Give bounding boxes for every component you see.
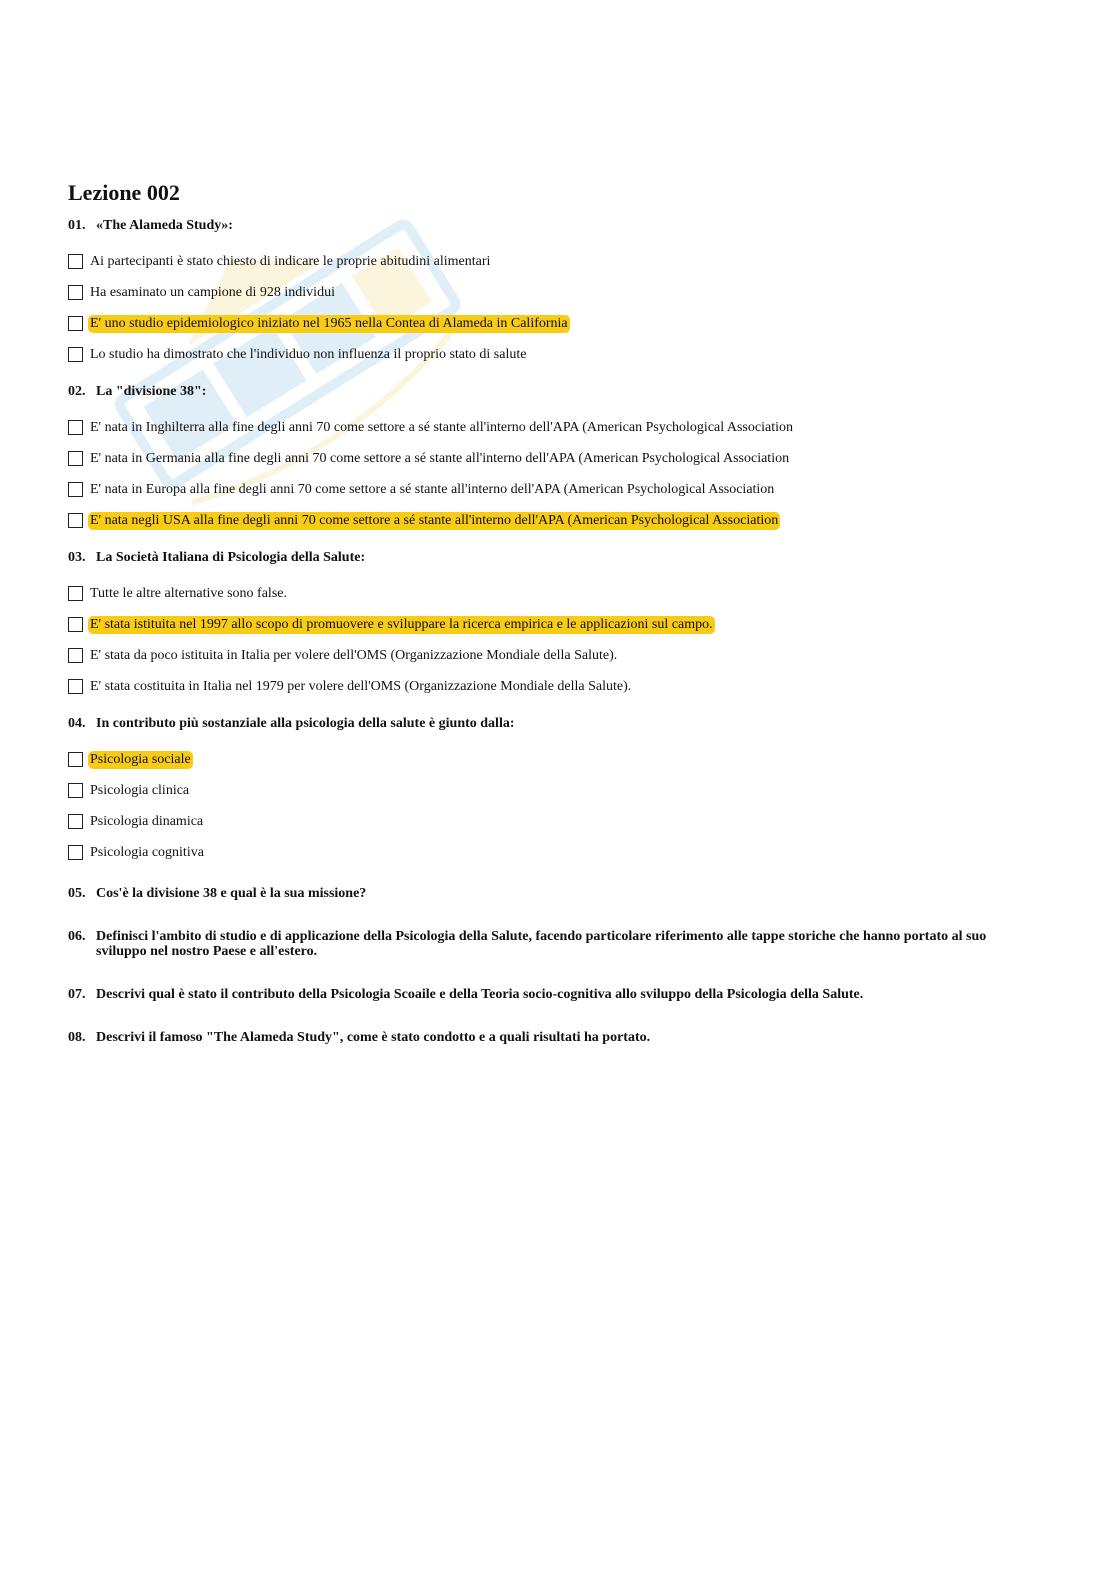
highlighted-answer-text: Psicologia sociale: [90, 751, 191, 767]
question-text: La "divisione 38":: [96, 384, 207, 399]
question-number: 01.: [68, 218, 86, 233]
answer-option[interactable]: [68, 246, 1028, 277]
answer-text: Ai partecipanti è stato chiesto di indicare le proprie abitudini alimentari: [90, 253, 491, 269]
answer-text: Psicologia clinica: [90, 782, 190, 798]
answer-option[interactable]: [68, 339, 1028, 370]
checkbox[interactable]: [68, 451, 83, 466]
lesson-title: Lezione 002: [68, 180, 180, 205]
checkbox[interactable]: [68, 783, 83, 798]
answer-text: E' nata in Europa alla fine degli anni 70 come settore a sé stante all'interno dell'APA (American Psychological Association: [90, 481, 775, 497]
question-number: 06.: [68, 929, 86, 944]
question-text: «The Alameda Study»:: [96, 218, 233, 233]
document-body: [68, 180, 1028, 1045]
checkbox[interactable]: [68, 285, 83, 300]
answer-option[interactable]: [68, 806, 1028, 837]
answer-text: E' nata in Germania alla fine degli anni 70 come settore a sé stante all'interno dell'APA (American Psychological Association: [90, 450, 790, 466]
answer-option[interactable]: [68, 837, 1028, 868]
checkbox[interactable]: [68, 420, 83, 435]
checkbox[interactable]: [68, 845, 83, 860]
question-01: [68, 218, 1028, 370]
checkbox[interactable]: [68, 648, 83, 663]
question-number: 02.: [68, 384, 86, 399]
answer-text: Psicologia cognitiva: [90, 844, 204, 860]
question-03: [68, 550, 1028, 702]
checkbox[interactable]: [68, 586, 83, 601]
checkbox[interactable]: [68, 752, 83, 767]
answer-option[interactable]: [68, 443, 1028, 474]
question-heading: [68, 384, 1028, 400]
answer-option[interactable]: [68, 744, 1028, 775]
question-number: 08.: [68, 1030, 86, 1045]
answer-text: E' stata costituita in Italia nel 1979 per volere dell'OMS (Organizzazione Mondiale della Salute).: [90, 678, 632, 694]
question-number: 03.: [68, 550, 86, 565]
answer-option[interactable]: [68, 505, 1028, 536]
question-heading: [68, 218, 1028, 234]
answer-option[interactable]: [68, 412, 1028, 443]
question-02: [68, 384, 1028, 536]
answer-text: Tutte le altre alternative sono false.: [90, 585, 287, 601]
checkbox[interactable]: [68, 617, 83, 632]
question-heading: [68, 550, 1028, 566]
open-question-06: [68, 929, 1028, 959]
question-number: 05.: [68, 886, 86, 901]
checkbox[interactable]: [68, 814, 83, 829]
checkbox[interactable]: [68, 513, 83, 528]
question-text: Descrivi qual è stato il contributo della Psicologia Scoaile e della Teoria socio-cognitiva allo sviluppo della Psicologia della Salute.: [96, 987, 864, 1002]
question-text: Cos'è la divisione 38 e qual è la sua missione?: [96, 886, 367, 901]
checkbox[interactable]: [68, 482, 83, 497]
open-question-07: [68, 987, 1028, 1002]
open-question-05: [68, 886, 1028, 901]
highlighted-answer-text: E' stata istituita nel 1997 allo scopo di promuovere e sviluppare la ricerca empirica e le applicazioni sul campo.: [90, 616, 713, 632]
question-text: Definisci l'ambito di studio e di applicazione della Psicologia della Salute, facendo particolare riferimento alle tappe storiche che hanno portato al suo sviluppo nel nostro Paese e all'estero.: [96, 929, 987, 959]
open-question-08: [68, 1030, 1028, 1045]
checkbox[interactable]: [68, 254, 83, 269]
checkbox[interactable]: [68, 679, 83, 694]
answer-option[interactable]: [68, 308, 1028, 339]
question-number: 07.: [68, 987, 86, 1002]
question-text: In contributo più sostanziale alla psicologia della salute è giunto dalla:: [96, 716, 515, 731]
answer-option[interactable]: [68, 640, 1028, 671]
question-text: La Società Italiana di Psicologia della Salute:: [96, 550, 366, 565]
answer-option[interactable]: [68, 277, 1028, 308]
answer-option[interactable]: [68, 609, 1028, 640]
question-text: Descrivi il famoso "The Alameda Study", come è stato condotto e a quali risultati ha portato.: [96, 1030, 651, 1045]
answer-text: Lo studio ha dimostrato che l'individuo non influenza il proprio stato di salute: [90, 346, 527, 362]
answer-option[interactable]: [68, 578, 1028, 609]
checkbox[interactable]: [68, 316, 83, 331]
answer-option[interactable]: [68, 775, 1028, 806]
answer-option[interactable]: [68, 474, 1028, 505]
answer-option[interactable]: [68, 671, 1028, 702]
multiple-choice-list: [68, 218, 1028, 868]
open-questions-list: [68, 886, 1028, 1045]
highlighted-answer-text: E' nata negli USA alla fine degli anni 70 come settore a sé stante all'interno dell'APA (American Psychological Association: [90, 512, 779, 528]
checkbox[interactable]: [68, 347, 83, 362]
answer-text: E' nata in Inghilterra alla fine degli anni 70 come settore a sé stante all'interno dell'APA (American Psychological Association: [90, 419, 793, 435]
answer-text: Psicologia dinamica: [90, 813, 204, 829]
question-number: 04.: [68, 716, 86, 731]
answer-text: Ha esaminato un campione di 928 individui: [90, 284, 335, 300]
question-04: [68, 716, 1028, 868]
highlighted-answer-text: E' uno studio epidemiologico iniziato nel 1965 nella Contea di Alameda in California: [90, 315, 568, 331]
answer-text: E' stata da poco istituita in Italia per volere dell'OMS (Organizzazione Mondiale della Salute).: [90, 647, 618, 663]
question-heading: [68, 716, 1028, 732]
